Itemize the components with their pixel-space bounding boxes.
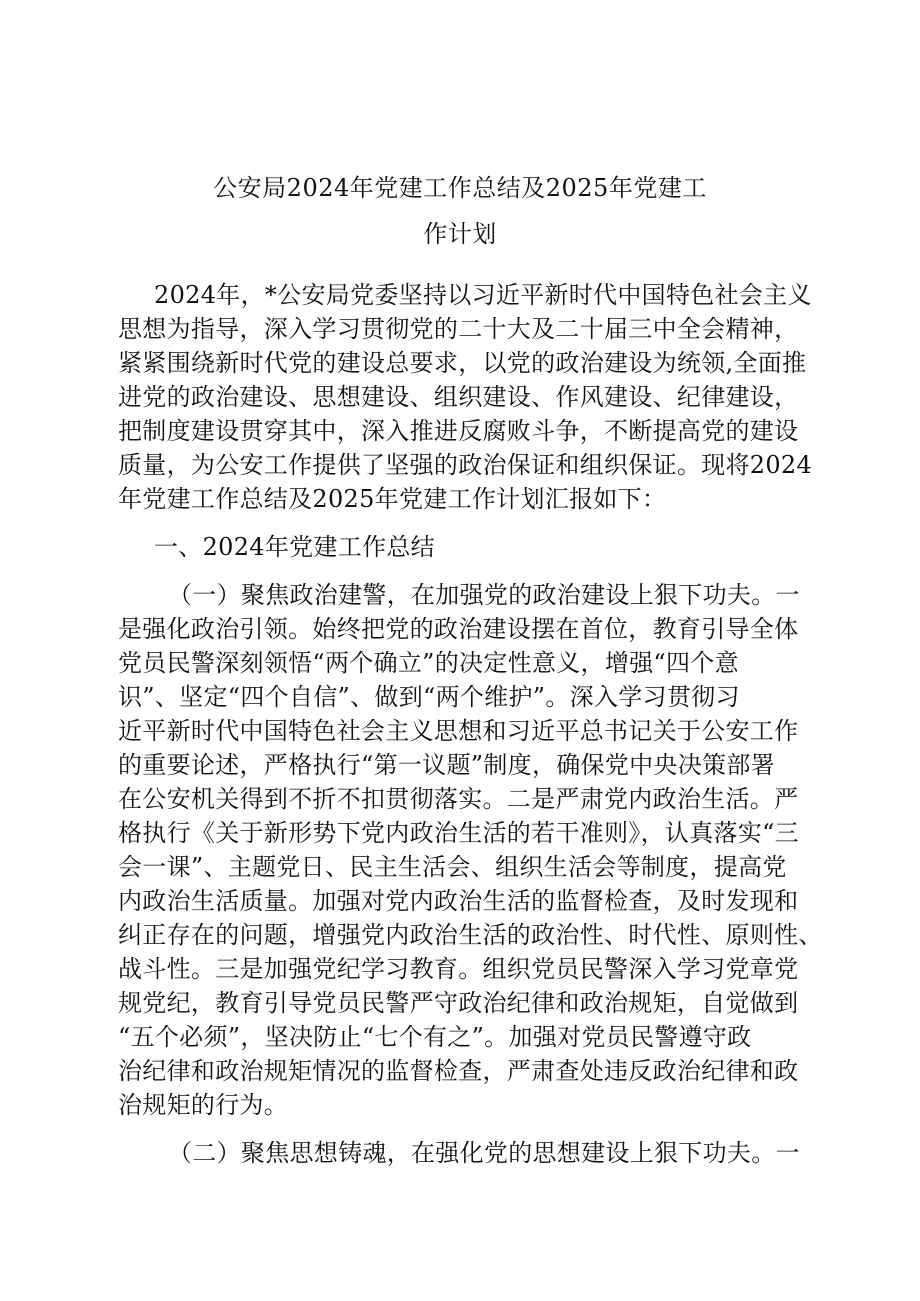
paragraph-line: 治规矩的行为。 bbox=[118, 1091, 289, 1119]
paragraph-line: 的重要论述，严格执行“第一议题”制度，确保党中央决策部署 bbox=[118, 751, 775, 779]
section-heading: 一、2024年党建工作总结 bbox=[154, 533, 435, 561]
intro-line: 把制度建设贯穿其中，深入推进反腐败斗争，不断提高党的建设 bbox=[118, 417, 799, 445]
paragraph-line: 格执行《关于新形势下党内政治生活的若干准则》，认真落实“三 bbox=[118, 819, 799, 847]
intro-line: 进党的政治建设、思想建设、组织建设、作风建设、纪律建设， bbox=[118, 383, 799, 411]
document-title-line-2: 作计划 bbox=[423, 220, 497, 248]
intro-line: 年党建工作总结及2025年党建工作计划汇报如下： bbox=[118, 485, 667, 513]
paragraph-line: “五个必须”，坚决防止“七个有之”。加强对党员民警遵守政 bbox=[118, 1023, 752, 1051]
intro-line: 思想为指导，深入学习贯彻党的二十大及二十届三中全会精神， bbox=[118, 315, 799, 343]
paragraph-line: 识”、坚定“四个自信”、做到“两个维护”。深入学习贯彻习 bbox=[118, 683, 740, 711]
paragraph-line: 在公安机关得到不折不扣贯彻落实。二是严肃党内政治生活。严 bbox=[118, 785, 799, 813]
paragraph-line: （二）聚焦思想铸魂，在强化党的思想建设上狠下功夫。一 bbox=[168, 1139, 800, 1167]
document-title-line-1: 公安局2024年党建工作总结及2025年党建工 bbox=[213, 174, 707, 202]
paragraph-line: 内政治生活质量。加强对党内政治生活的监督检查，及时发现和 bbox=[118, 887, 799, 915]
intro-line: 质量，为公安工作提供了坚强的政治保证和组织保证。现将2024 bbox=[118, 451, 813, 479]
paragraph-line: 党员民警深刻领悟“两个确立”的决定性意义，增强“四个意 bbox=[118, 649, 739, 677]
paragraph-line: 会一课”、主题党日、民主生活会、组织生活会等制度，提高党 bbox=[118, 853, 787, 881]
paragraph-line: 治纪律和政治规矩情况的监督检查，严肃查处违反政治纪律和政 bbox=[118, 1057, 799, 1085]
paragraph-line: 战斗性。三是加强党纪学习教育。组织党员民警深入学习党章党 bbox=[118, 955, 799, 983]
paragraph-line: （一）聚焦政治建警，在加强党的政治建设上狠下功夫。一 bbox=[168, 581, 800, 609]
paragraph-line: 近平新时代中国特色社会主义思想和习近平总书记关于公安工作 bbox=[118, 717, 799, 745]
intro-line: 2024年，*公安局党委坚持以习近平新时代中国特色社会主义 bbox=[154, 281, 812, 309]
paragraph-line: 规党纪，教育引导党员民警严守政治纪律和政治规矩，自觉做到 bbox=[118, 989, 799, 1017]
intro-line: 紧紧围绕新时代党的建设总要求，以党的政治建设为统领,全面推 bbox=[118, 349, 807, 377]
paragraph-line: 是强化政治引领。始终把党的政治建设摆在首位，教育引导全体 bbox=[118, 615, 799, 643]
paragraph-line: 纠正存在的问题，增强党内政治生活的政治性、时代性、原则性、 bbox=[118, 921, 823, 949]
